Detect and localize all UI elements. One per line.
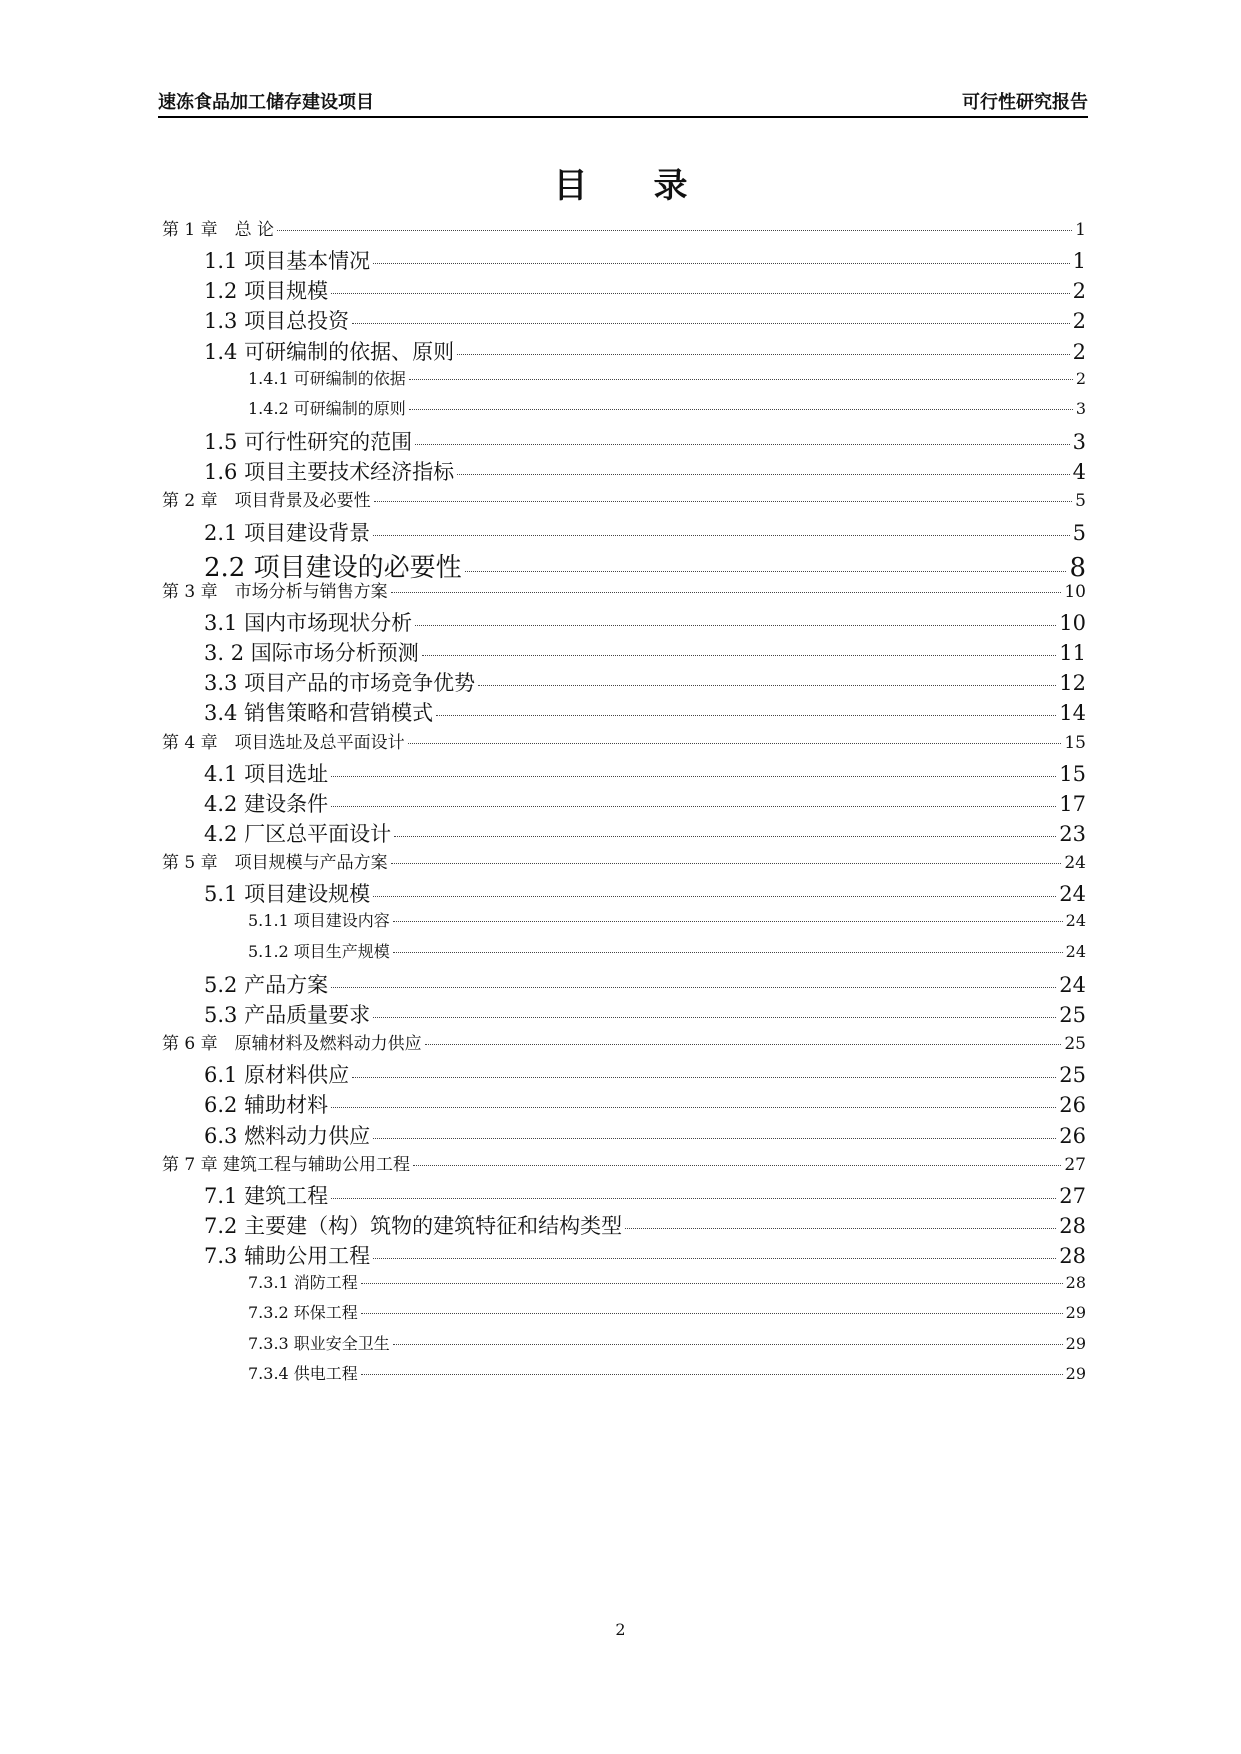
toc-section-entry[interactable] <box>204 275 1086 305</box>
toc-section-entry[interactable] <box>204 788 1086 818</box>
toc-section-entry[interactable] <box>204 245 1086 275</box>
toc-entry-page: 26 <box>1059 1123 1086 1148</box>
toc-entry-page: 24 <box>1065 911 1086 931</box>
toc-dot-leader <box>409 409 1073 410</box>
toc-entry-page: 23 <box>1059 822 1086 846</box>
toc-entry-page: 2 <box>1072 309 1086 334</box>
toc-entry-label: 2.2 项目建设的必要性 <box>204 552 462 583</box>
toc-subsection-entry[interactable] <box>248 1270 1086 1293</box>
toc-entry-label: 1.2 项目规模 <box>204 279 329 304</box>
toc-dot-leader <box>393 952 1063 953</box>
toc-dot-leader <box>425 1044 1062 1045</box>
toc-entry-page: 24 <box>1059 882 1086 907</box>
toc-dot-leader <box>394 836 1056 837</box>
toc-entry-label: 1.5 可行性研究的范围 <box>204 430 413 455</box>
toc-subsection-entry[interactable] <box>248 939 1086 962</box>
toc-entry-label: 5.1 项目建设规模 <box>204 882 371 907</box>
toc-dot-leader <box>373 1258 1056 1259</box>
toc-entry-label: 第 1 章 总 论 <box>162 220 275 240</box>
toc-title: 目录 <box>553 166 754 206</box>
toc-entry-page: 2 <box>1072 279 1086 304</box>
toc-entry-label: 5.3 产品质量要求 <box>204 1002 371 1027</box>
toc-dot-leader <box>393 1344 1063 1345</box>
toc-entry-label: 7.3.1 消防工程 <box>248 1273 358 1293</box>
toc-section-entry[interactable] <box>204 818 1086 848</box>
toc-entry-page: 1 <box>1075 220 1086 240</box>
toc-entry-label: 1.3 项目总投资 <box>204 309 350 334</box>
toc-dot-leader <box>361 1374 1063 1375</box>
toc-chapter-entry[interactable] <box>162 1029 1086 1054</box>
toc-entry-page: 28 <box>1059 1213 1086 1238</box>
header-report-type: 可行性研究报告 <box>962 92 1088 113</box>
toc-dot-leader <box>361 1283 1063 1284</box>
toc-subsection-entry[interactable] <box>248 1361 1086 1384</box>
toc-section-entry[interactable] <box>204 517 1086 547</box>
toc-entry-page: 17 <box>1059 791 1086 816</box>
toc-entry-label: 4.2 建设条件 <box>204 791 329 816</box>
toc-subsection-entry[interactable] <box>248 1300 1086 1323</box>
toc-entry-label: 6.2 辅助材料 <box>204 1093 329 1118</box>
toc-entry-label: 7.3.2 环保工程 <box>248 1303 358 1323</box>
toc-entry-page: 15 <box>1064 732 1086 753</box>
toc-entry-label: 第 5 章 项目规模与产品方案 <box>162 853 388 874</box>
toc-entry-page: 12 <box>1059 671 1086 696</box>
toc-dot-leader <box>361 1313 1063 1314</box>
toc-entry-page: 27 <box>1059 1183 1086 1208</box>
toc-entry-page: 27 <box>1064 1154 1086 1175</box>
toc-dot-leader <box>391 863 1062 864</box>
toc-subsection-entry[interactable] <box>248 1331 1086 1354</box>
toc-entry-page: 24 <box>1065 941 1086 961</box>
toc-chapter-entry[interactable] <box>162 577 1086 602</box>
page-header <box>158 88 1088 118</box>
toc-dot-leader <box>373 896 1056 897</box>
toc-entry-label: 6.3 燃料动力供应 <box>204 1123 371 1148</box>
toc-entry-page: 29 <box>1065 1333 1086 1353</box>
toc-entry-page: 5 <box>1072 520 1086 545</box>
toc-subsection-entry[interactable] <box>248 908 1086 931</box>
toc-entry-page: 24 <box>1059 972 1086 997</box>
toc-section-entry[interactable] <box>204 305 1086 335</box>
toc-section-entry[interactable] <box>204 667 1086 697</box>
toc-entry-page: 14 <box>1059 701 1086 726</box>
toc-dot-leader <box>465 571 1067 572</box>
toc-chapter-entry[interactable] <box>162 215 1086 240</box>
toc-entry-page: 5 <box>1075 491 1086 512</box>
toc-entry-page: 24 <box>1064 853 1086 874</box>
toc-entry-label: 第 7 章 建筑工程与辅助公用工程 <box>162 1154 411 1175</box>
toc-section-entry[interactable] <box>204 999 1086 1029</box>
toc-entry-page: 28 <box>1065 1273 1086 1293</box>
toc-dot-leader <box>331 1198 1056 1199</box>
toc-entry-label: 7.3.4 供电工程 <box>248 1363 358 1383</box>
toc-dot-leader <box>391 592 1062 593</box>
toc-entry-page: 2 <box>1072 339 1086 364</box>
toc-entry-page: 29 <box>1065 1303 1086 1323</box>
toc-section-entry[interactable] <box>204 1210 1086 1240</box>
toc-section-entry[interactable] <box>204 969 1086 999</box>
toc-entry-label: 4.2 厂区总平面设计 <box>204 822 392 846</box>
toc-section-entry[interactable] <box>204 456 1086 486</box>
toc-entry-page: 3 <box>1072 430 1086 455</box>
toc-dot-leader <box>374 501 1073 502</box>
toc-entry-label: 2.1 项目建设背景 <box>204 520 371 545</box>
header-project-name: 速冻食品加工储存建设项目 <box>158 92 374 113</box>
toc-entry-page: 25 <box>1059 1063 1086 1088</box>
toc-entry-label: 7.3 辅助公用工程 <box>204 1244 371 1269</box>
page-number: 2 <box>615 1620 626 1639</box>
toc-dot-leader <box>352 323 1070 324</box>
toc-entry-label: 1.6 项目主要技术经济指标 <box>204 460 455 485</box>
toc-dot-leader <box>413 1165 1061 1166</box>
toc-entry-page: 15 <box>1059 761 1086 786</box>
toc-entry-label: 3.1 国内市场现状分析 <box>204 610 413 635</box>
toc-entry-label: 7.2 主要建（构）筑物的建筑特征和结构类型 <box>204 1213 623 1238</box>
toc-dot-leader <box>393 921 1063 922</box>
toc-dot-leader <box>331 776 1056 777</box>
toc-entry-label: 第 4 章 项目选址及总平面设计 <box>162 732 405 753</box>
toc-dot-leader <box>277 230 1072 231</box>
toc-chapter-entry[interactable] <box>162 728 1086 753</box>
toc-chapter-entry[interactable] <box>162 486 1086 511</box>
toc-section-entry[interactable] <box>204 1180 1086 1210</box>
toc-chapter-entry[interactable] <box>162 848 1086 873</box>
toc-entry-page: 8 <box>1069 552 1086 583</box>
toc-dot-leader <box>415 625 1056 626</box>
toc-entry-page: 26 <box>1059 1093 1086 1118</box>
toc-entry-label: 7.3.3 职业安全卫生 <box>248 1333 390 1353</box>
toc-entry-label: 5.2 产品方案 <box>204 972 329 997</box>
toc-dot-leader <box>331 987 1056 988</box>
toc-entry-page: 3 <box>1075 398 1086 418</box>
toc-dot-leader <box>415 444 1070 445</box>
toc-section-entry[interactable] <box>204 637 1086 667</box>
toc-section-entry[interactable] <box>204 1089 1086 1119</box>
toc-section-entry[interactable] <box>204 426 1086 456</box>
toc-entry-label: 1.4.2 可研编制的原则 <box>248 398 406 418</box>
toc-entry-label: 第 3 章 市场分析与销售方案 <box>162 581 388 602</box>
toc-dot-leader <box>373 535 1070 536</box>
toc-dot-leader <box>422 655 1057 656</box>
toc-dot-leader <box>331 806 1056 807</box>
toc-section-entry[interactable] <box>204 1120 1086 1150</box>
toc-dot-leader <box>457 474 1070 475</box>
toc-entry-page: 29 <box>1065 1363 1086 1383</box>
toc-entry-label: 5.1.1 项目建设内容 <box>248 911 390 931</box>
toc-entry-label: 4.1 项目选址 <box>204 761 329 786</box>
toc-entry-label: 第 6 章 原辅材料及燃料动力供应 <box>162 1034 422 1055</box>
toc-entry-label: 第 2 章 项目背景及必要性 <box>162 491 371 512</box>
toc-dot-leader <box>436 715 1056 716</box>
toc-section-entry[interactable] <box>204 697 1086 727</box>
toc-section-entry[interactable] <box>204 607 1086 637</box>
toc-dot-leader <box>457 354 1070 355</box>
toc-section-entry[interactable] <box>204 1240 1086 1270</box>
toc-entry-label: 1.4 可研编制的依据、原则 <box>204 339 455 364</box>
toc-dot-leader <box>373 1138 1056 1139</box>
toc-dot-leader <box>373 263 1070 264</box>
toc-dot-leader <box>373 1017 1056 1018</box>
toc-dot-leader <box>408 743 1062 744</box>
toc-entry-page: 25 <box>1059 1002 1086 1027</box>
toc-section-entry[interactable] <box>204 878 1086 908</box>
toc-entry-label: 1.1 项目基本情况 <box>204 249 371 274</box>
toc-dot-leader <box>478 685 1056 686</box>
toc-entry-label: 3.3 项目产品的市场竞争优势 <box>204 671 476 696</box>
toc-entry-page: 1 <box>1072 249 1086 274</box>
toc-chapter-entry[interactable] <box>162 1150 1086 1175</box>
toc-dot-leader <box>625 1228 1056 1229</box>
toc-dot-leader <box>352 1077 1056 1078</box>
toc-subsection-entry[interactable] <box>248 396 1086 419</box>
toc-entry-page: 2 <box>1075 368 1086 388</box>
toc-section-entry[interactable] <box>204 336 1086 366</box>
toc-entry-page: 25 <box>1064 1034 1086 1055</box>
toc-section-entry[interactable] <box>204 1059 1086 1089</box>
toc-entry-page: 10 <box>1059 610 1086 635</box>
toc-entry-label: 3. 2 国际市场分析预测 <box>204 641 419 666</box>
toc-entry-label: 1.4.1 可研编制的依据 <box>248 368 406 388</box>
toc-section-entry[interactable] <box>204 758 1086 788</box>
toc-entry-label: 3.4 销售策略和营销模式 <box>204 701 434 726</box>
toc-dot-leader <box>331 293 1070 294</box>
toc-entry-label: 7.1 建筑工程 <box>204 1183 329 1208</box>
toc-entry-label: 5.1.2 项目生产规模 <box>248 941 390 961</box>
toc-entry-page: 28 <box>1059 1244 1086 1269</box>
toc-dot-leader <box>409 379 1073 380</box>
toc-subsection-entry[interactable] <box>248 366 1086 389</box>
toc-entry-page: 10 <box>1064 581 1086 602</box>
toc-entry-label: 6.1 原材料供应 <box>204 1063 350 1088</box>
toc-entry-page: 11 <box>1059 641 1086 666</box>
toc-dot-leader <box>331 1107 1056 1108</box>
toc-entry-page: 4 <box>1072 460 1086 485</box>
